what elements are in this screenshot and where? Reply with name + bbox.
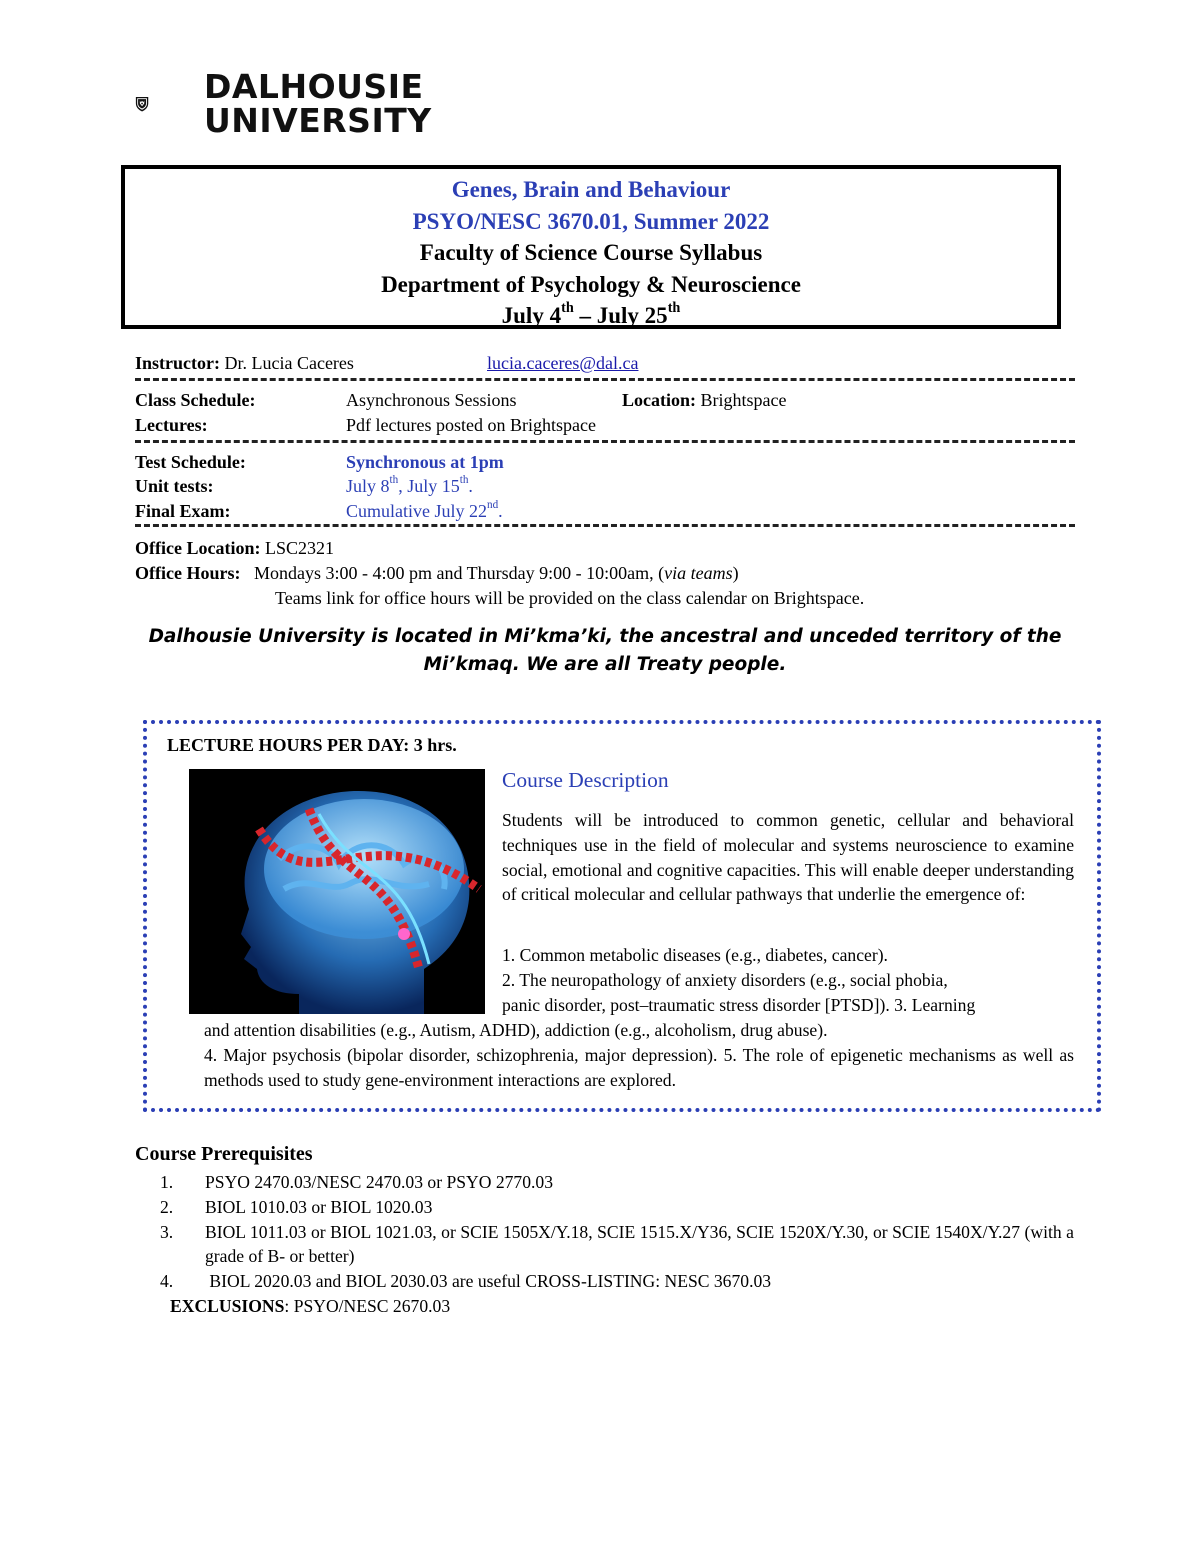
- course-dates: July 4th – July 25th: [501, 299, 681, 328]
- lectures-value: Pdf lectures posted on Brightspace: [346, 415, 596, 435]
- course-name: Genes, Brain and Behaviour: [451, 177, 731, 202]
- syllabus-heading: Faculty of Science Course Syllabus: [419, 240, 763, 265]
- description-item-2b: panic disorder, post–traumatic stress disorder [PTSD]). 3. Learning: [502, 995, 976, 1015]
- dalhousie-shield-icon: [135, 68, 199, 140]
- teams-note: Teams link for office hours will be provided on the class calendar on Brightspace.: [275, 588, 865, 608]
- description-item-1: 1. Common metabolic diseases (e.g., diabetes, cancer).: [502, 945, 888, 965]
- unit-tests-value: July 8th, July 15th.: [346, 473, 473, 496]
- description-item-4: 4. Major psychosis (bipolar disorder, schizophrenia, major depression). 5. The role of epigenetic mechanisms as well as methods used to study gene-environment interactions are explored.: [204, 1045, 1074, 1090]
- list-item: 3. BIOL 1011.03 or BIOL 1021.03, or SCIE 1505X/Y.18, SCIE 1515.X/Y36, SCIE 1520X/Y.30, or SCIE 1540X/Y.27 (with a grade of B- or better): [160, 1221, 1074, 1267]
- prerequisites-list: [160, 1170, 1074, 1294]
- course-description-text: Students will be introduced to common genetic, cellular and behavioral techniques use in the field of molecular and systems neuroscience to examine social, emotional and cognitive capacities. This will enable deeper understanding of critical molecular and cellular pathways that underlie the emergence of:: [502, 810, 1074, 905]
- course-code: PSYO/NESC 3670.01, Summer 2022: [412, 208, 770, 234]
- department-heading: Department of Psychology & Neuroscience: [381, 271, 801, 297]
- prerequisites-title: Course Prerequisites: [135, 1143, 313, 1165]
- office-hours-row: Office Hours: Mondays 3:00 - 4:00 pm and Thursday 9:00 - 10:00am, (via teams): [135, 563, 739, 583]
- exclusions-row: EXCLUSIONS: PSYO/NESC 2670.03: [170, 1296, 451, 1316]
- description-item-2a: 2. The neuropathology of anxiety disorders (e.g., social phobia,: [502, 970, 948, 990]
- university-wordmark: [204, 67, 432, 140]
- instructor-email-link[interactable]: lucia.caceres@dal.ca: [487, 353, 639, 373]
- logo-line2: UNIVERSITY: [204, 101, 432, 140]
- final-exam-label: Final Exam:: [135, 501, 231, 521]
- list-item: 4. BIOL 2020.03 and BIOL 2030.03 are useful CROSS-LISTING: NESC 3670.03: [160, 1271, 772, 1292]
- instructor-row: [135, 351, 354, 376]
- test-schedule-value: Synchronous at 1pm: [346, 452, 504, 472]
- course-title-box: [121, 165, 1061, 329]
- lecture-hours: LECTURE HOURS PER DAY: 3 hrs.: [167, 735, 457, 755]
- class-schedule-value: Asynchronous Sessions: [346, 390, 517, 410]
- lectures-label: Lectures:: [135, 415, 208, 435]
- land-acknowledgement: Dalhousie University is located in Mi’kma’ki, the ancestral and unceded territory of the Mi’kmaq. We are all Treaty people.: [148, 626, 1062, 675]
- location-row: Location: Brightspace: [622, 390, 787, 410]
- list-item: 2. BIOL 1010.03 or BIOL 1020.03: [160, 1196, 433, 1217]
- course-description-title: Course Description: [502, 768, 669, 792]
- divider: [135, 440, 1075, 443]
- brain-head-icon: [189, 769, 485, 1014]
- divider: [135, 524, 1075, 527]
- test-schedule-label: Test Schedule:: [135, 452, 246, 472]
- unit-tests-label: Unit tests:: [135, 476, 214, 496]
- office-location-row: Office Location: LSC2321: [135, 538, 334, 558]
- divider: [135, 378, 1075, 381]
- instructor-name: Dr. Lucia Caceres: [224, 353, 354, 373]
- final-exam-value: Cumulative July 22nd.: [346, 498, 503, 521]
- list-item: 1. PSYO 2470.03/NESC 2470.03 or PSYO 2770.03: [160, 1172, 554, 1192]
- brain-dna-image: [189, 769, 485, 1014]
- instructor-label: Instructor:: [135, 353, 220, 373]
- class-schedule-label: Class Schedule:: [135, 390, 256, 410]
- description-item-3: and attention disabilities (e.g., Autism, ADHD), addiction (e.g., alcoholism, drug abuse).: [204, 1020, 828, 1040]
- logo-line1: DALHOUSIE: [204, 67, 424, 106]
